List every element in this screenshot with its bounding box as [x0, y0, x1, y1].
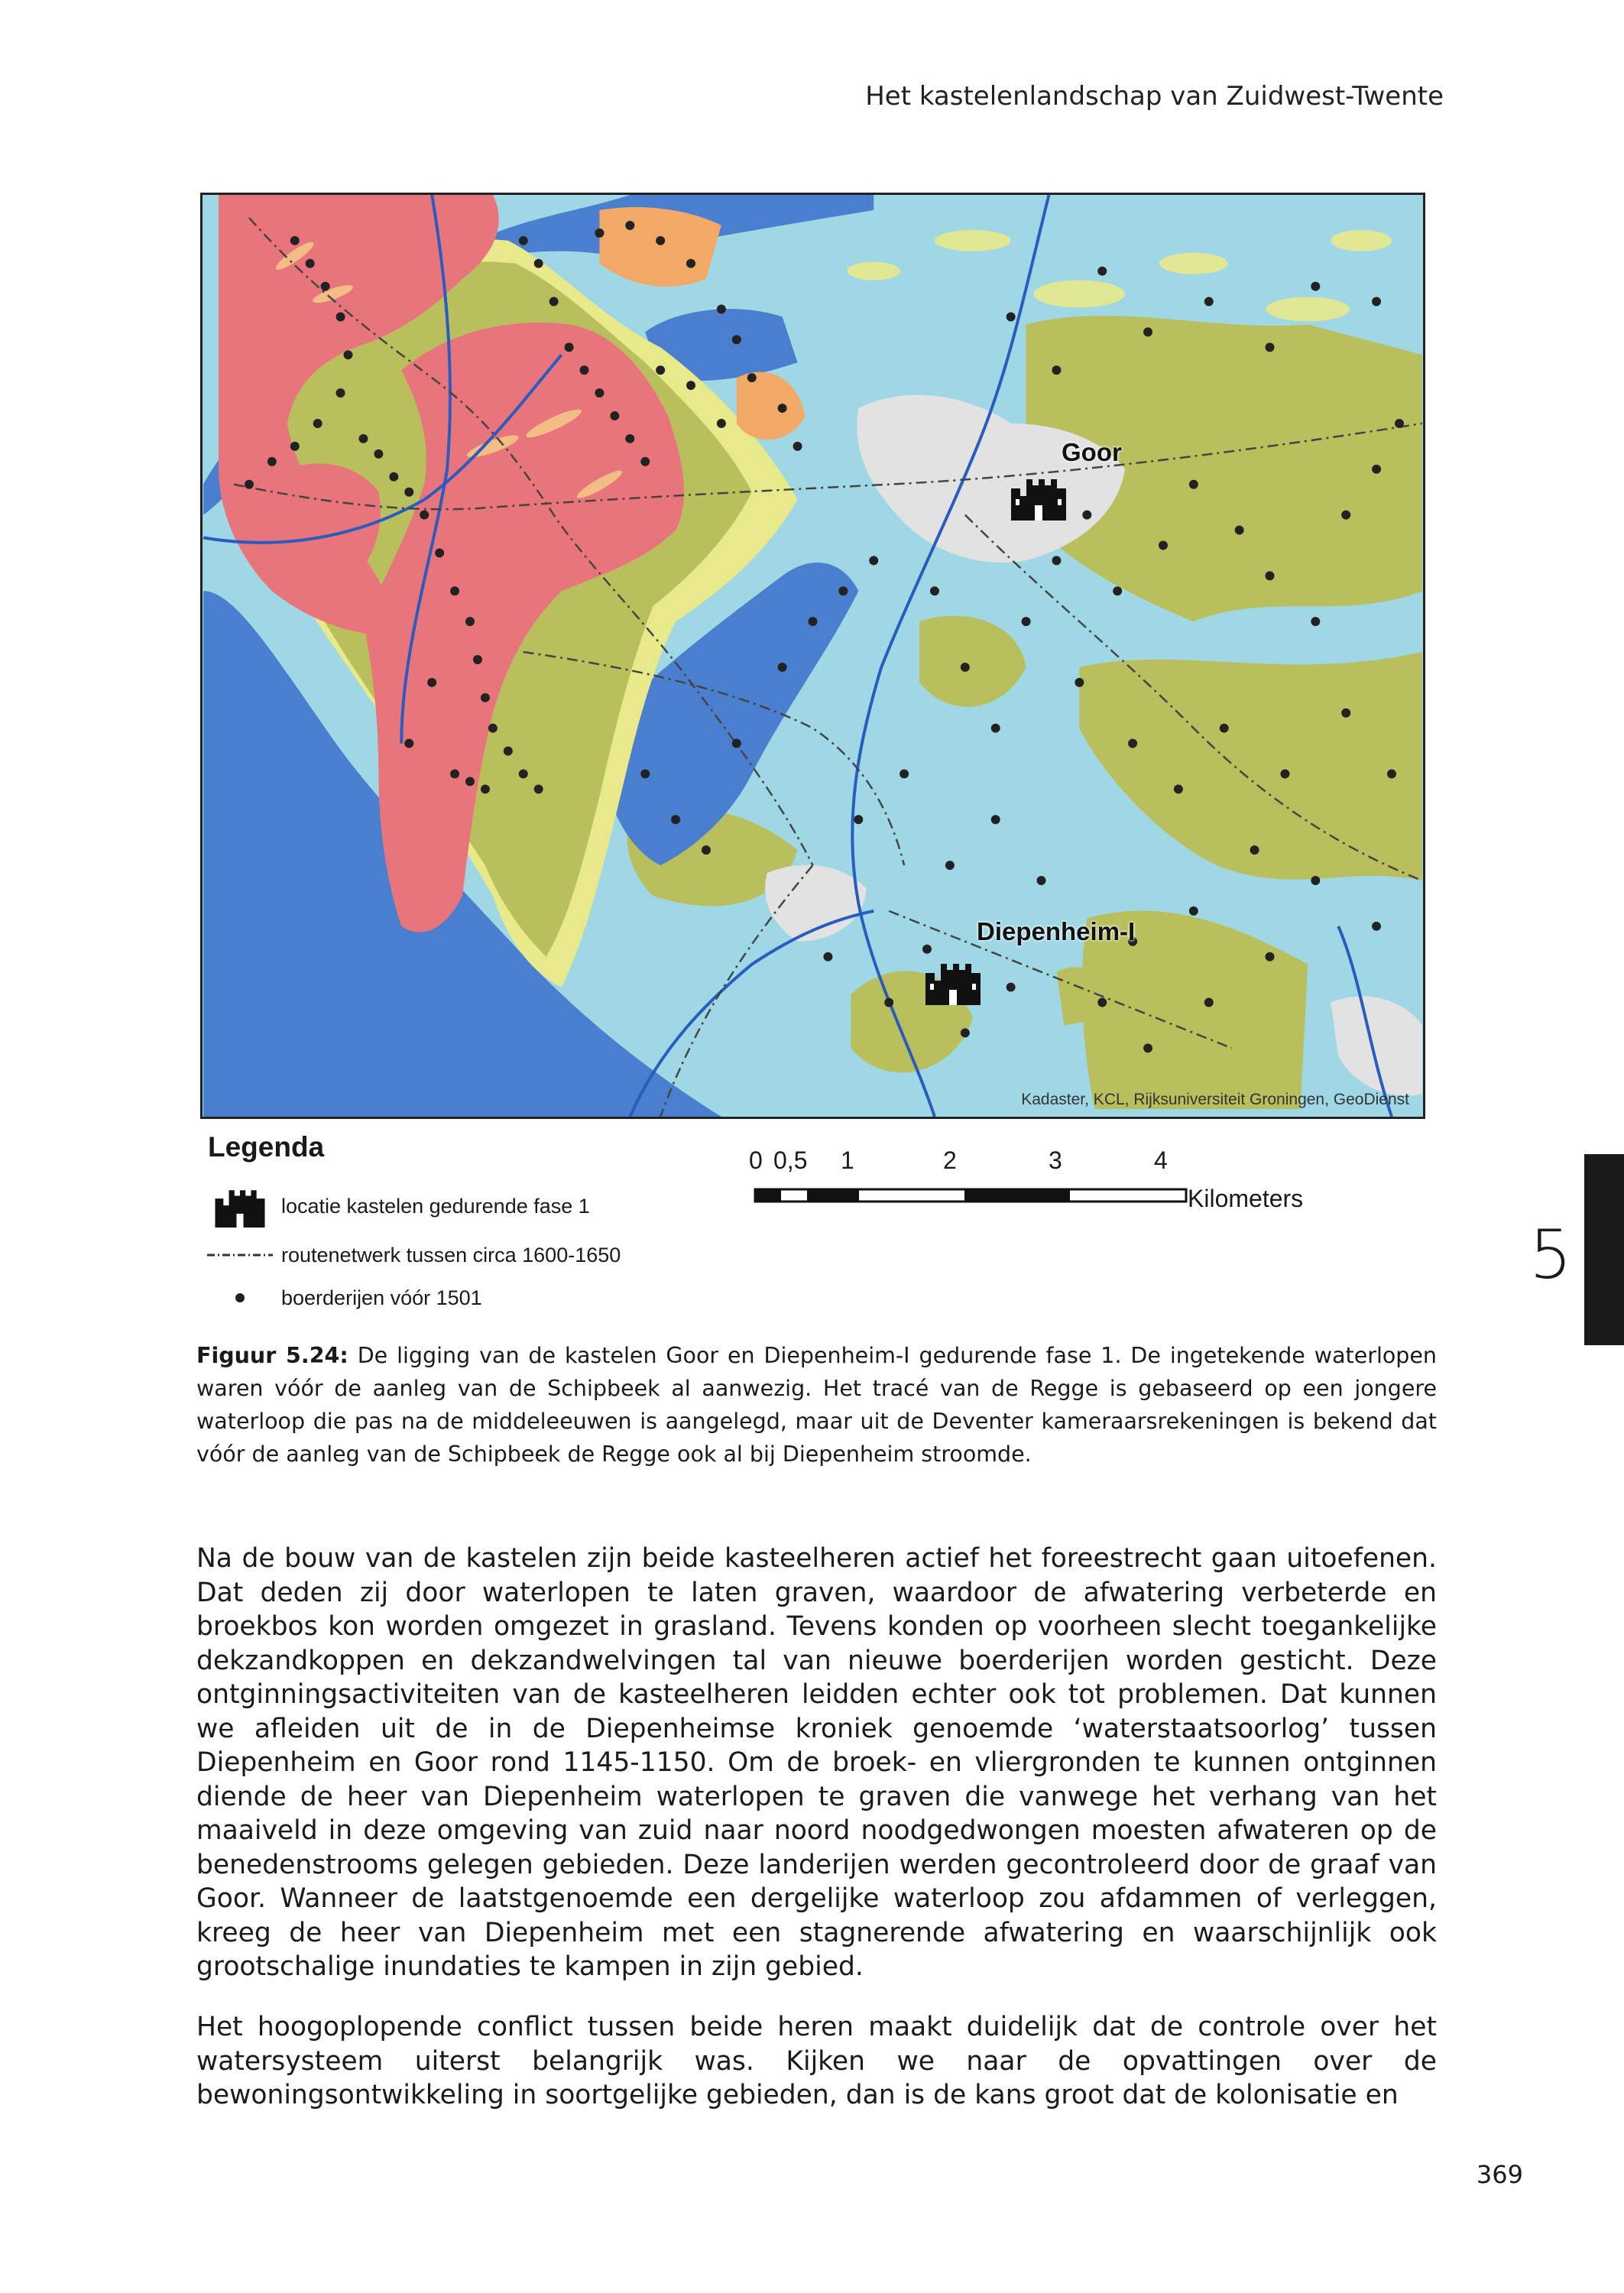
legend-item-routes [203, 1234, 621, 1276]
scale-tick: 2 [943, 1146, 957, 1174]
castle-icon-goor [1010, 473, 1068, 521]
scale-tick: 1 [841, 1146, 854, 1174]
caption-text: De ligging van de kastelen Goor en Diepenheim-I gedurende fase 1. De ingetekende waterlopen waren vóór de aanleg van de Schipbeek al aanwezig. Het tracé van de Regge is gebaseerd op een jongere waterloop die pas na de middeleeuwen is aangelegd, maar uit de Deventer kameraarsrekeningen is bekend dat vóór de aanleg van de Schipbeek de Regge ook al bij Diepenheim stroomde. [196, 1343, 1438, 1467]
scale-tick: 0 [749, 1146, 763, 1174]
map-figure [200, 193, 1425, 1119]
scale-tick: 3 [1049, 1146, 1062, 1174]
figure-caption [196, 1339, 1437, 1471]
scale-bar-graphic [754, 1185, 1189, 1208]
map-credit: Kadaster, KCL, Rijksuniversiteit Groningen, GeoDienst [1021, 1091, 1409, 1108]
route-line-icon [206, 1247, 274, 1263]
legend-item-farms [203, 1276, 482, 1319]
castle-icon-diepenheim [924, 958, 982, 1005]
chapter-number: 5 [1529, 1215, 1572, 1294]
page-number: 369 [1476, 2160, 1523, 2189]
scale-tick: 4 [1154, 1146, 1168, 1174]
map-legend [200, 1131, 1423, 1330]
scale-tick: 0,5 [773, 1146, 808, 1174]
legend-title: Legenda [208, 1131, 325, 1163]
scale-bar [749, 1146, 1342, 1231]
legend-label-farms: boerderijen vóór 1501 [281, 1286, 482, 1309]
castle-icon [211, 1185, 269, 1228]
scale-units: Kilometers [1188, 1185, 1304, 1212]
legend-label-castles: locatie kastelen gedurende fase 1 [281, 1194, 590, 1218]
place-label-goor: Goor [1062, 438, 1122, 466]
chapter-tab [1584, 1154, 1624, 1345]
running-header: Het kastelenlandschap van Zuidwest-Twente [865, 81, 1444, 112]
body-paragraph: Het hoogoplopende conflict tussen beide heren maakt duidelijk dat de controle over het watersysteem uiterst belangrijk was. Kijken we naar de opvattingen over de bewoningsontwikkeling in soortgelijke gebieden, dan is de kans groot dat de kolonisatie en [196, 2012, 1437, 2110]
caption-label: Figuur 5.24: [196, 1343, 348, 1368]
dot-icon [232, 1290, 248, 1305]
place-label-diepenheim: Diepenheim-I [977, 917, 1136, 945]
legend-item-castles [203, 1185, 590, 1228]
legend-label-routes: routenetwerk tussen circa 1600-1650 [281, 1243, 621, 1267]
body-paragraph: Na de bouw van de kastelen zijn beide kasteelheren actief het foreestrecht gaan uitoefenen. Dat deden zij door waterlopen te laten graven, waardoor de afwatering verbeterde en broekbos kon worden omgezet in grasland. Tevens konden op voorheen slecht toegankelijke dekzandkoppen en dekzandwelvingen tal van nieuwe boerderijen worden gesticht. Deze ontginningsactiviteiten van de kasteelheren leidden echter ook tot problemen. Dat kunnen we afleiden uit de in de Diepenheimse kroniek genoemde ‘waterstaatsoorlog’ tussen Diepenheim en Goor rond 1145-1150. Om de broek- en vliergronden te kunnen ontginnen diende de heer van Diepenheim waterlopen te graven die vanwege het verhang van het maaiveld in deze omgeving van zuid naar noord noodgedwongen moesten afwateren op de benedenstrooms gelegen gebieden. Deze landerijen werden gecontroleerd door de graaf van Goor. Wanneer de laatstgenoemde een dergelijke waterloop zou afdammen of verleggen, kreeg de heer van Diepenheim met een stagnerende afwatering en waarschijnlijk ook grootschalige inundaties te kampen in zijn gebied. [196, 1543, 1437, 1982]
soil-map [203, 195, 1423, 1117]
